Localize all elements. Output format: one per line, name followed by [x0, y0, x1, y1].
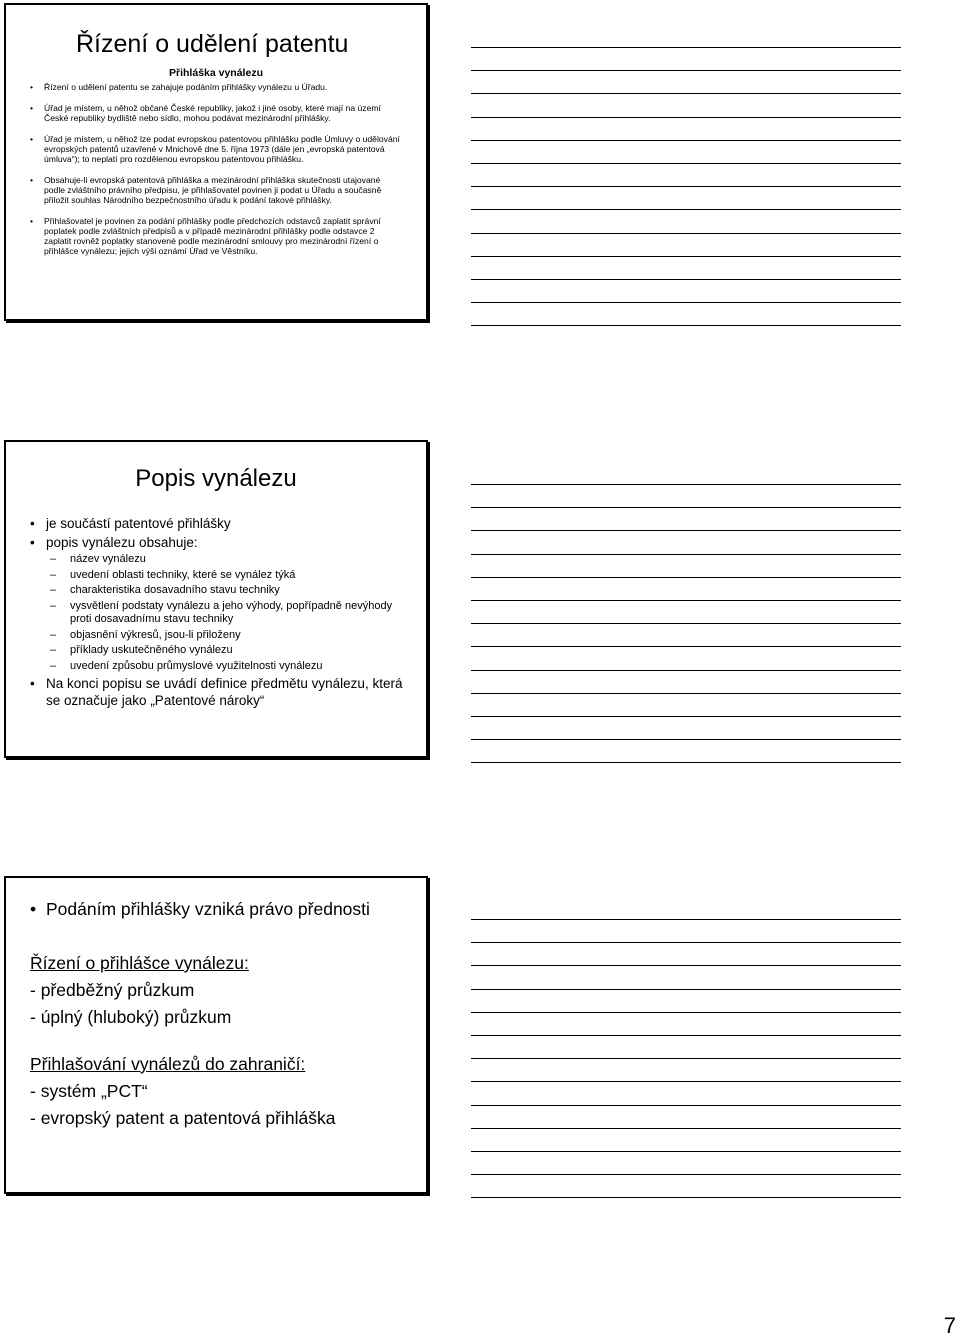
- item-text: je součástí patentové přihlášky: [46, 516, 231, 531]
- bullet-icon: •: [30, 134, 34, 144]
- item-text: název vynálezu: [70, 553, 146, 565]
- sub-list-item: [30, 584, 410, 598]
- note-line: [471, 256, 901, 257]
- note-line: [471, 140, 901, 141]
- slide-content: [30, 898, 420, 1132]
- note-line: [471, 942, 901, 943]
- slide-title: Řízení o udělení patentu: [76, 30, 349, 58]
- list-item: [30, 175, 402, 205]
- dash-icon: –: [50, 644, 57, 656]
- note-line: [471, 670, 901, 671]
- section-heading: Řízení o přihlášce vynálezu:: [30, 953, 249, 973]
- item-text: příklady uskutečněného vynálezu: [70, 644, 233, 656]
- section-line: - předběžný průzkum: [30, 980, 195, 1000]
- note-line: [471, 554, 901, 555]
- item-text: uvedení způsobu průmyslové využitelnosti vynálezu: [70, 659, 323, 672]
- note-line: [471, 1058, 901, 1059]
- note-line: [471, 484, 901, 485]
- note-line: [471, 965, 901, 966]
- note-line: [471, 646, 901, 647]
- item-text: objasnění výkresů, jsou-li přiloženy: [70, 628, 241, 641]
- note-line: [471, 93, 901, 94]
- item-text: vysvětlení podstaty vynálezu a jeho výhody, popřípadně nevýhody proti dosavadnímu stavu techniky: [70, 599, 393, 625]
- note-line: [471, 186, 901, 187]
- bullet-text: Podáním přihlášky vzniká právo přednosti: [46, 899, 370, 919]
- note-line: [471, 1128, 901, 1129]
- list-item: [30, 534, 410, 551]
- slide-title: Popis vynálezu: [135, 465, 297, 492]
- note-line: [471, 163, 901, 164]
- note-line: [471, 1151, 901, 1152]
- sub-list-item: [30, 569, 410, 583]
- sub-list-item: [30, 629, 410, 643]
- note-line: [471, 233, 901, 234]
- paragraph-text: Přihlašovatel je povinen za podání přihlášky podle předchozích odstavců zaplatit správní poplatek podle zvláštních předpisů a v případě mezinárodní přihlášky podle odstavce 2 zaplatit rovněž poplatky stanovené podle mezinárodní smlouvy pro mezinárodní řízení o přihlášce vynálezu; jejich výši oznámí Úřad ve Věstníku.: [44, 216, 381, 256]
- note-line: [471, 70, 901, 71]
- note-line: [471, 989, 901, 990]
- note-line: [471, 1174, 901, 1175]
- bullet-icon: •: [30, 103, 34, 113]
- note-line: [471, 1197, 901, 1198]
- item-text: uvedení oblasti techniky, které se vynález týká: [70, 568, 296, 581]
- section-line: - systém „PCT“: [30, 1081, 148, 1101]
- dash-icon: –: [50, 599, 57, 612]
- list-item: [30, 898, 420, 920]
- note-line: [471, 762, 901, 763]
- slide-2: [4, 440, 428, 758]
- note-line: [471, 47, 901, 48]
- note-line: [471, 577, 901, 578]
- bullet-icon: •: [30, 676, 35, 691]
- list-item: [30, 82, 402, 92]
- note-line: [471, 739, 901, 740]
- bullet-icon: •: [30, 82, 34, 92]
- note-line: [471, 1012, 901, 1013]
- note-line: [471, 507, 901, 508]
- list-item: [30, 675, 410, 709]
- page-number: 7: [943, 1313, 956, 1338]
- section-line: - úplný (hluboký) průzkum: [30, 1007, 232, 1027]
- paragraph-text: Úřad je místem, u něhož občané České republiky, jakož i jiné osoby, které mají na území České republiky bydliště nebo sídlo, mohou podávat mezinárodní přihlášky.: [44, 103, 381, 123]
- note-line: [471, 1081, 901, 1082]
- note-line: [471, 919, 901, 920]
- sub-list-item: [30, 553, 410, 567]
- bullet-icon: •: [30, 175, 34, 185]
- note-line: [471, 600, 901, 601]
- bullet-icon: •: [30, 216, 34, 226]
- item-list: [30, 515, 410, 711]
- list-item: [30, 216, 402, 256]
- item-text: Na konci popisu se uvádí definice předmětu vynálezu, která se označuje jako „Patentové nároky“: [46, 676, 403, 708]
- note-line: [471, 209, 901, 210]
- note-line: [471, 279, 901, 280]
- dash-icon: –: [50, 568, 57, 581]
- dash-icon: –: [50, 584, 57, 596]
- note-line: [471, 1105, 901, 1106]
- note-line: [471, 530, 901, 531]
- item-text: charakteristika dosavadního stavu techniky: [70, 584, 280, 596]
- note-line: [471, 693, 901, 694]
- sub-list-item: [30, 660, 410, 674]
- paragraph-text: Obsahuje-li evropská patentová přihláška a mezinárodní přihláška skutečnosti utajované podle zvláštního právního předpisu, je přihlašovatel povinen ji podat u Úřadu a současně přiložit souhlas Národního bezpečnostního úřadu k podání takové přihlášky.: [44, 175, 382, 205]
- list-item: [30, 134, 402, 164]
- slide-1: [4, 3, 428, 321]
- sub-list-item: [30, 644, 410, 658]
- sub-list-item: [30, 600, 410, 627]
- list-item: [30, 103, 402, 123]
- dash-icon: –: [50, 659, 57, 672]
- note-line: [471, 623, 901, 624]
- bullet-icon: •: [30, 899, 37, 919]
- paragraph-text: Řízení o udělení patentu se zahajuje podáním přihlášky vynálezu u Úřadu.: [44, 82, 328, 92]
- slide-3: [4, 876, 428, 1194]
- note-line: [471, 302, 901, 303]
- dash-icon: –: [50, 628, 57, 641]
- note-line: [471, 117, 901, 118]
- bullet-icon: •: [30, 535, 35, 550]
- paragraph-list: [30, 82, 402, 256]
- paragraph-text: Úřad je místem, u něhož lze podat evropskou patentovou přihlášku podle Úmluvy o udělování evropských patentů uzavřené v Mnichově dne 5. října 1973 (dále jen „evropská patentová úmluva“); to neplatí pro rozdělenou evropskou patentovou přihlášku.: [44, 134, 400, 164]
- section-line: - evropský patent a patentová přihláška: [30, 1108, 336, 1128]
- item-text: popis vynálezu obsahuje:: [46, 535, 198, 550]
- bullet-icon: •: [30, 516, 35, 531]
- slide-subtitle: Přihláška vynálezu: [169, 67, 263, 79]
- note-line: [471, 325, 901, 326]
- note-line: [471, 1035, 901, 1036]
- note-line: [471, 716, 901, 717]
- list-item: [30, 515, 410, 532]
- dash-icon: –: [50, 553, 57, 565]
- section-heading: Přihlašování vynálezů do zahraničí:: [30, 1054, 306, 1074]
